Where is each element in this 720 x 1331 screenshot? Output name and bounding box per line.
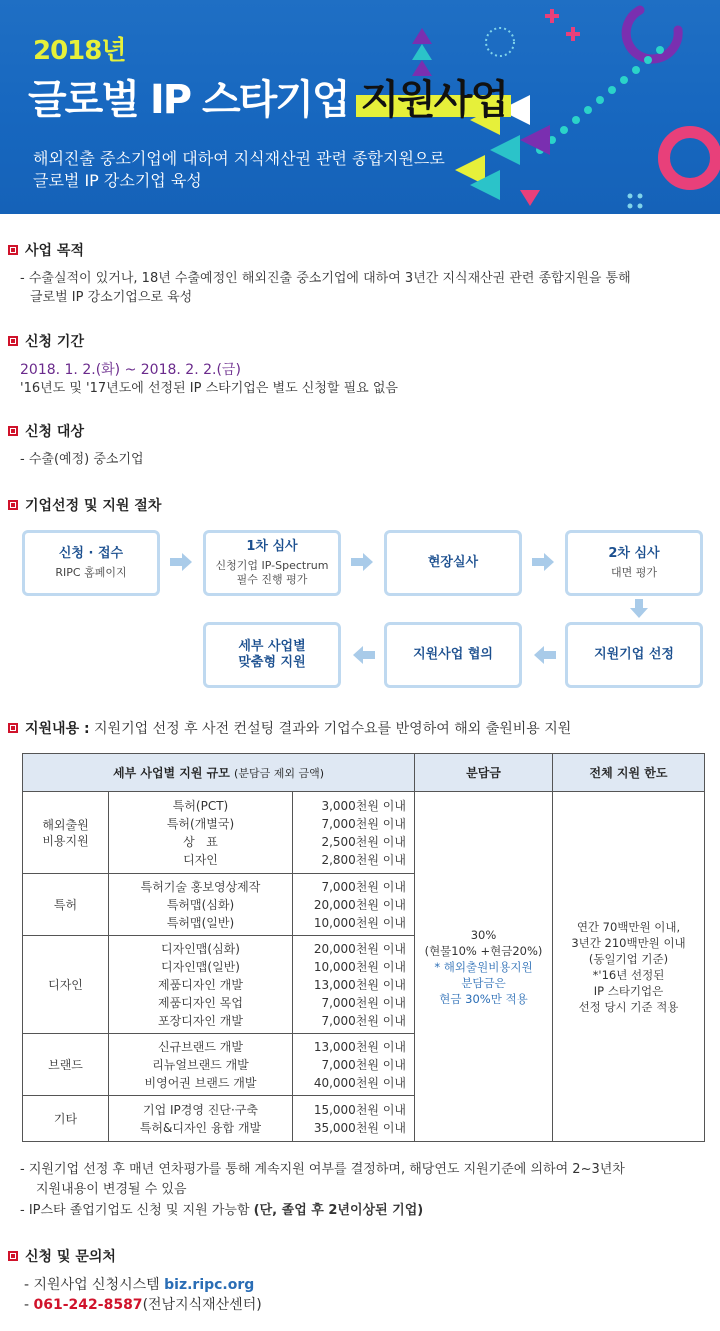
list-item: 제품디자인 목업 (158, 995, 243, 1010)
amounts-cell (293, 792, 415, 874)
support-note2 (20, 1202, 423, 1220)
arrow-right-icon (170, 553, 194, 571)
contact-line2-suffix: (전남지식재산센터) (142, 1297, 262, 1313)
banner-title-main: 글로벌 IP 스타기업 (28, 77, 361, 123)
list-item: 35,000천원 이내 (313, 1120, 406, 1135)
period-dates: 2018. 1. 2.(화) ~ 2018. 2. 2.(금) (20, 362, 241, 378)
period-note: '16년도 및 '17년도에 선정된 IP 스타기업은 별도 신청할 필요 없음 (20, 381, 398, 396)
list-item: 13,000천원 이내 (313, 1039, 406, 1054)
process-step-consultation (384, 622, 522, 688)
support-note2-text: - IP스타 졸업기업도 신청 및 지원 가능함 (20, 1203, 254, 1218)
text-line: 신청기업 IP-Spectrum (215, 559, 329, 572)
process-step-site-visit (384, 530, 522, 596)
text-line: 디자인 (48, 977, 83, 992)
table-row (23, 792, 705, 874)
step-title (238, 639, 305, 671)
section-target-heading (8, 421, 84, 441)
list-item: 디자인맵(일반) (161, 959, 240, 974)
list-item: 디자인 (183, 852, 218, 867)
header-scale-label: 세부 사업별 지원 규모 (112, 766, 230, 780)
list-item: 13,000천원 이내 (313, 977, 406, 992)
purpose-line2: 글로벌 IP 강소기업으로 육성 (30, 290, 193, 305)
list-item: 리뉴얼브랜드 개발 (152, 1057, 249, 1072)
section-purpose-title: 사업 목적 (25, 243, 84, 259)
share-cell (415, 792, 553, 1142)
section-support-heading (8, 718, 571, 738)
bullet-icon (8, 500, 18, 510)
contact-line2 (24, 1296, 262, 1314)
bullet-icon (8, 336, 18, 346)
contact-link[interactable]: biz.ripc.org (164, 1277, 255, 1293)
section-support-desc: 지원기업 선정 후 사전 컨설팅 결과와 기업수요를 반영하여 해외 출원비용 지원 (89, 721, 572, 737)
text-line: (동일기업 기준) (588, 951, 669, 966)
text-line: 해외출원 (42, 817, 89, 832)
header-scale-note: (분담금 제외 금액) (234, 767, 325, 780)
support-table (22, 753, 705, 1142)
process-step-custom-support (203, 622, 341, 688)
list-item: 특허기술 홍보영상제작 (140, 879, 261, 894)
section-support-title: 지원내용 : (25, 721, 90, 737)
list-item: 특허맵(심화) (166, 897, 235, 912)
amounts-cell (293, 1034, 415, 1096)
category-cell (23, 874, 109, 936)
arrow-down-icon (630, 599, 648, 619)
process-step-second-review (565, 530, 703, 596)
step-title: 현장실사 (427, 555, 479, 570)
text-line: 브랜드 (48, 1057, 83, 1072)
target-line: - 수출(예정) 중소기업 (20, 452, 144, 467)
list-item: 상 표 (183, 834, 218, 849)
section-process-title: 기업선정 및 지원 절차 (25, 498, 162, 514)
list-item: 15,000천원 이내 (313, 1102, 406, 1117)
text-line: 현금 30%만 적용 (439, 991, 528, 1006)
contact-line1 (24, 1276, 254, 1294)
category-cell (23, 1096, 109, 1142)
section-contact-title: 신청 및 문의처 (25, 1249, 116, 1265)
support-note1a: - 지원기업 선정 후 매년 연차평가를 통해 계속지원 여부를 결정하며, 해당연도 지원기준에 의하여 2~3년차 (20, 1162, 625, 1177)
section-period-title: 신청 기간 (25, 334, 84, 350)
share-line1: 30% (470, 927, 497, 942)
text-line: 필수 진행 평가 (236, 573, 308, 586)
bullet-icon (8, 426, 18, 436)
text-line: 특허 (53, 897, 78, 912)
items-cell (109, 792, 293, 874)
banner-subtitle (33, 148, 445, 192)
list-item: 7,000천원 이내 (321, 879, 406, 894)
list-item: 제품디자인 개발 (158, 977, 243, 992)
text-line: 선정 당시 기준 적용 (578, 999, 679, 1014)
items-cell (109, 936, 293, 1034)
contact-line1-prefix: - 지원사업 신청시스템 (24, 1277, 165, 1293)
list-item: 특허&디자인 융합 개발 (139, 1120, 262, 1135)
list-item: 2,500천원 이내 (321, 834, 406, 849)
contact-phone[interactable]: 061-242-8587 (33, 1297, 143, 1313)
banner-subtitle-line1: 해외진출 중소기업에 대하여 지식재산권 관련 종합지원으로 (33, 149, 445, 168)
process-step-selection (565, 622, 703, 688)
banner-subtitle-line2: 글로벌 IP 강소기업 육성 (33, 171, 202, 190)
text-line: 세부 사업별 (238, 639, 306, 654)
list-item: 7,000천원 이내 (321, 816, 406, 831)
amounts-cell (293, 874, 415, 936)
limit-cell (553, 792, 705, 1142)
list-item: 비영어권 브랜드 개발 (144, 1075, 257, 1090)
banner-title-highlight: 지원사업 (360, 77, 508, 123)
category-cell (23, 792, 109, 874)
text-line: 3년간 210백만원 이내 (571, 935, 686, 950)
section-period-heading (8, 331, 84, 351)
list-item: 기업 IP경영 진단·구축 (143, 1102, 258, 1117)
category-cell (23, 1034, 109, 1096)
text-line: *'16년 선정된 (592, 967, 665, 982)
text-line: 맞춤형 지원 (238, 655, 306, 670)
section-contact-heading (8, 1246, 116, 1266)
header-banner (0, 0, 720, 214)
text-line: 비용지원 (42, 833, 89, 848)
step-title: 1차 심사 (246, 539, 298, 554)
section-purpose-heading (8, 240, 84, 260)
step-sub: RIPC 홈페이지 (55, 566, 127, 579)
items-cell (109, 874, 293, 936)
step-sub (216, 559, 329, 587)
process-step-apply (22, 530, 160, 596)
items-cell (109, 1096, 293, 1142)
list-item: 20,000천원 이내 (313, 897, 406, 912)
banner-title (28, 68, 507, 125)
step-title: 2차 심사 (608, 546, 660, 561)
list-item: 신규브랜드 개발 (158, 1039, 243, 1054)
arrow-right-icon (351, 553, 375, 571)
text-line: 기타 (53, 1111, 78, 1126)
bullet-icon (8, 245, 18, 255)
contact-line2-prefix: - (24, 1297, 34, 1313)
list-item: 특허(PCT) (172, 798, 229, 813)
arrow-right-icon (532, 553, 556, 571)
list-item: 특허(개별국) (166, 816, 235, 831)
arrow-left-icon (534, 646, 558, 664)
step-sub: 대면 평가 (610, 566, 657, 579)
banner-year: 2018년 (33, 36, 126, 66)
list-item: 20,000천원 이내 (313, 941, 406, 956)
section-target-title: 신청 대상 (25, 424, 84, 440)
section-process-heading (8, 495, 161, 515)
items-cell (109, 1034, 293, 1096)
list-item: 3,000천원 이내 (321, 798, 406, 813)
amounts-cell (293, 936, 415, 1034)
header-share: 분담금 (415, 754, 553, 792)
support-note2-bold: (단, 졸업 후 2년이상된 기업) (253, 1203, 424, 1218)
header-limit: 전체 지원 한도 (553, 754, 705, 792)
step-title: 지원사업 협의 (413, 647, 493, 662)
category-cell (23, 936, 109, 1034)
list-item: 포장디자인 개발 (158, 1013, 243, 1028)
list-item: 특허맵(일반) (166, 915, 235, 930)
share-note (415, 959, 552, 1007)
list-item: 10,000천원 이내 (313, 915, 406, 930)
list-item: 40,000천원 이내 (313, 1075, 406, 1090)
list-item: 2,800천원 이내 (321, 852, 406, 867)
amounts-cell (293, 1096, 415, 1142)
list-item: 7,000천원 이내 (321, 1057, 406, 1072)
text-line: * 해외출원비용지원 (434, 959, 533, 974)
process-step-first-review (203, 530, 341, 596)
list-item: 디자인맵(심화) (161, 941, 240, 956)
header-scale (23, 754, 415, 792)
list-item: 7,000천원 이내 (321, 1013, 406, 1028)
bullet-icon (8, 723, 18, 733)
bullet-icon (8, 1251, 18, 1261)
list-item: 7,000천원 이내 (321, 995, 406, 1010)
step-title: 신청 · 접수 (58, 546, 124, 561)
table-header-row (23, 754, 705, 792)
text-line: 연간 70백만원 이내, (576, 919, 681, 934)
list-item: 10,000천원 이내 (313, 959, 406, 974)
step-title: 지원기업 선정 (594, 647, 674, 662)
arrow-left-icon (353, 646, 377, 664)
share-line2: (현물10% +현금20%) (424, 943, 543, 958)
purpose-line1: - 수출실적이 있거나, 18년 수출예정인 해외진출 중소기업에 대하여 3년간 지식재산권 관련 종합지원을 통해 (20, 271, 631, 286)
text-line: IP 스타기업은 (593, 983, 664, 998)
support-note1b: 지원내용이 변경될 수 있음 (36, 1182, 187, 1197)
text-line: 분담금은 (461, 975, 506, 990)
